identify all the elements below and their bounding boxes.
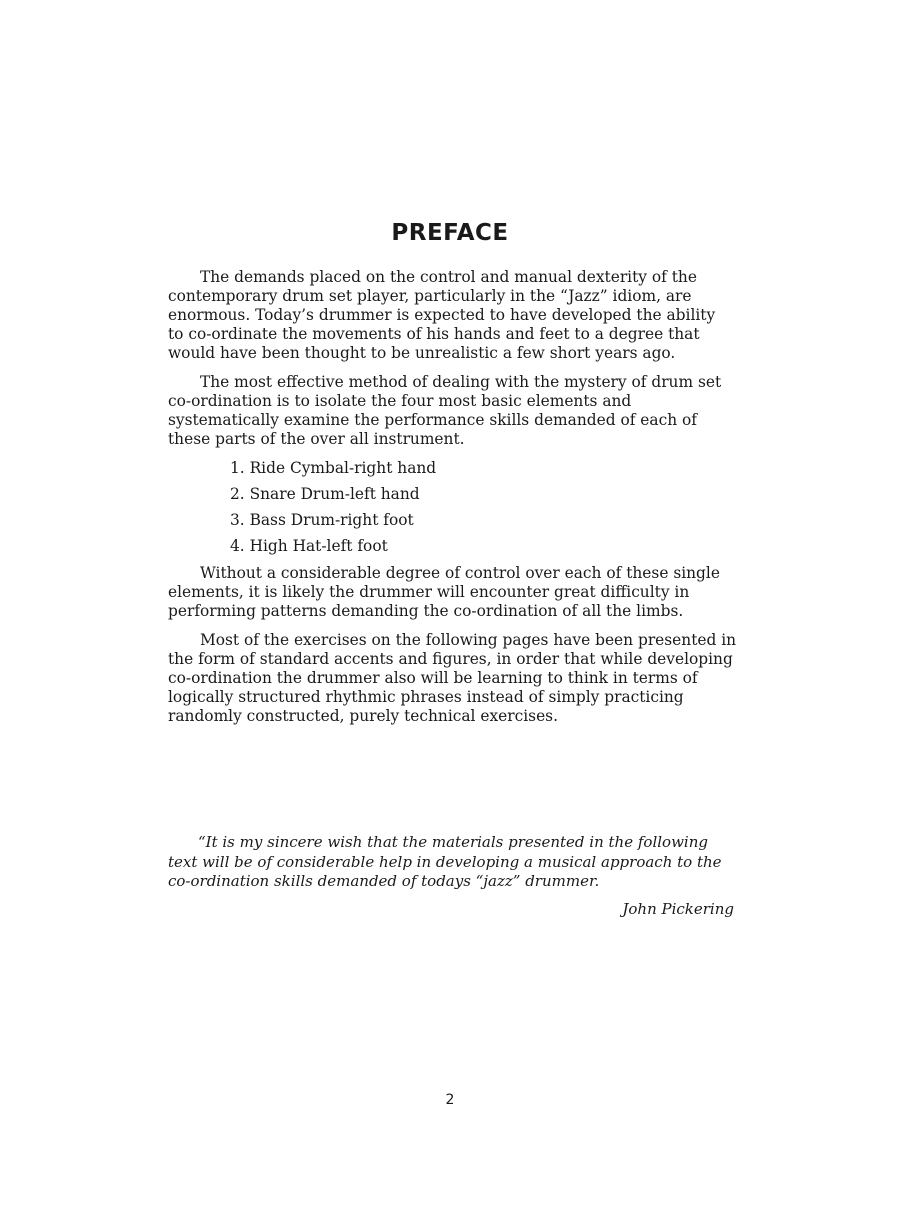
preface-body [168,268,736,736]
author-signature: John Pickering [622,900,734,918]
text-line: enormous. Today’s drummer is expected to have developed the ability [168,306,716,324]
text-line: randomly constructed, purely technical exercises. [168,707,558,725]
text-line: logically structured rhythmic phrases instead of simply practicing [168,688,684,706]
text-line: The most effective method of dealing with the mystery of drum set [200,373,722,391]
quote-line: “It is my sincere wish that the materials presented in the following [198,833,708,851]
paragraph-control [168,564,736,621]
list-item: 1. Ride Cymbal-right hand [230,459,437,477]
text-line: systematically examine the performance skills demanded of each of [168,411,697,429]
text-line: would have been thought to be unrealistic a few short years ago. [168,344,676,362]
quote-line: co-ordination skills demanded of todays “jazz” drummer. [168,872,600,890]
text-line: these parts of the over all instrument. [168,430,465,448]
paragraph-intro [168,268,736,363]
text-line: the form of standard accents and figures, in order that while developing [168,650,733,668]
paragraph-exercises [168,631,736,726]
text-line: co-ordination the drummer also will be learning to think in terms of [168,669,698,687]
list-item: 2. Snare Drum-left hand [230,485,420,503]
text-line: to co-ordinate the movements of his hands and feet to a degree that [168,325,700,343]
text-line: performing patterns demanding the co-ordination of all the limbs. [168,602,684,620]
list-item: 4. High Hat-left foot [230,537,388,555]
paragraph-method [168,373,736,449]
elements-list [168,459,736,556]
text-line: co-ordination is to isolate the four most basic elements and [168,392,632,410]
text-line: contemporary drum set player, particularly in the “Jazz” idiom, are [168,287,692,305]
text-line: Most of the exercises on the following pages have been presented in [200,631,737,649]
author-quote [168,833,736,892]
page-title: PREFACE [391,220,509,246]
text-line: The demands placed on the control and manual dexterity of the [200,268,697,286]
page-number: 2 [445,1092,455,1108]
text-line: elements, it is likely the drummer will encounter great difficulty in [168,583,690,601]
list-item: 3. Bass Drum-right foot [230,511,414,529]
text-line: Without a considerable degree of control over each of these single [200,564,720,582]
quote-line: text will be of considerable help in developing a musical approach to the [168,852,722,871]
